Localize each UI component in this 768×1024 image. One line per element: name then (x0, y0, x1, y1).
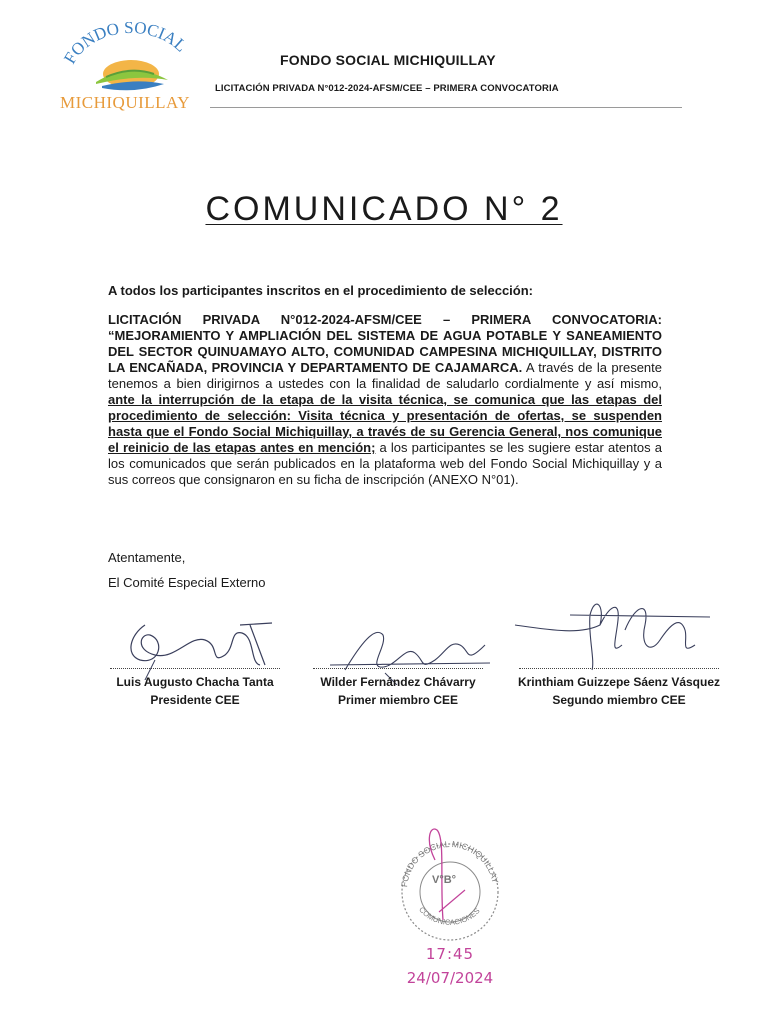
header-divider (210, 107, 682, 108)
signature-line (519, 668, 719, 669)
committee-name: El Comité Especial Externo (108, 575, 266, 590)
signer-name: Wilder Fernández Chávarry (320, 675, 476, 689)
signer-role: Segundo miembro CEE (552, 693, 686, 707)
signature-line (313, 668, 483, 669)
stamp-time: 17:45 (425, 945, 475, 963)
signature-line (110, 668, 280, 669)
tender-name-bold: LICITACIÓN PRIVADA N°012-2024-AFSM/CEE – PRIMERA CONVOCATORIA: “MEJORAMIENTO Y AMPLIACIÓN DEL SISTEMA DE AGUA POTABLE Y SANEAMIENTO DEL SECTOR QUINUAMAYO ALTO, COMUNIDAD CAMPESINA MICHIQUILLAY, DISTRITO LA ENCAÑADA, PROVINCIA Y DEPARTAMENTO DE CAJAMARCA. (108, 312, 662, 375)
signer-name: Krinthiam Guizzepe Sáenz Vásquez (517, 675, 721, 689)
stamp-handwritten (380, 945, 520, 987)
signer-name: Luis Augusto Chacha Tanta (116, 675, 274, 689)
tender-subtitle: LICITACIÓN PRIVADA N°012-2024-AFSM/CEE – PRIMERA CONVOCATORIA (215, 83, 559, 94)
suspension-notice: ante la interrupción de la etapa de la visita técnica, se comunica que las etapas del procedimiento de selección: Visita técnica y presentación de ofertas, se suspenden hasta que el Fondo Social Michiquillay, a través de su Gerencia General, nos comunique el reinicio de las etapas antes en mención; (108, 392, 662, 455)
fondo-social-logo (56, 22, 206, 117)
signature-block-first-member (303, 668, 493, 707)
signer-role: Presidente CEE (150, 693, 240, 707)
document-title-text: COMUNICADO N° 2 (205, 190, 563, 228)
signature-block-second-member (505, 668, 733, 707)
body-paragraph (108, 312, 662, 488)
stamp-bottom-text: COMUNICACIONES (417, 905, 482, 927)
stamp-date: 24/07/2024 (406, 969, 494, 987)
closing-salutation: Atentamente, (108, 550, 186, 565)
signature-scribble-3 (510, 585, 730, 675)
greeting-line: A todos los participantes inscritos en el procedimiento de selección: (108, 283, 534, 298)
closing-text: a los participantes se les sugiere estar atentos a los comunicados que serán publicados en la plataforma web del Fondo Social Michiquillay y a sus correos que consignaron en su ficha de inscripción (ANEXO N°01). (108, 440, 662, 487)
organization-name: FONDO SOCIAL MICHIQUILLAY (280, 52, 496, 68)
logo-graphic (56, 22, 206, 117)
signature-block-president (95, 668, 295, 707)
logo-arc-text: FONDO SOCIAL (60, 22, 191, 68)
stamp-approval-mark: V°B° (432, 874, 457, 886)
logo-bottom-text: MICHIQUILLAY (60, 93, 191, 112)
stamp-ring-text: FONDO SOCIAL MICHIQUILLAY (399, 838, 501, 888)
signer-role: Primer miembro CEE (337, 693, 459, 707)
intro-text: A través de la presente tenemos a bien dirigirnos a ustedes con la finalidad de saludarlo cordialmente y así mismo, (108, 360, 662, 391)
document-title (0, 190, 768, 229)
